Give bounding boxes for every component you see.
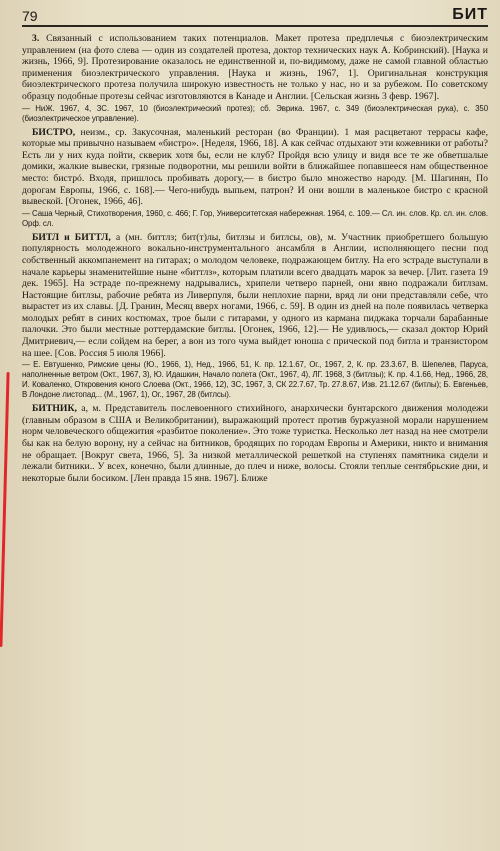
entry-sources: — Е. Евтушенко, Римские цены (Ю., 1966, 1), Нед., 1966, 51, К. пр. 12.1.67, Ог., 1967, 2, К. пр. 23.3.67, В. Шепелев, Паруса, наполненные ветром (Окт., 1967, 3), Ю. Идашкин, Начало полета (Окт., 1967, 4), ЛГ. 1968, 3 (битлзы); К. пр. 4.1.66, Нед., 1966, 28, И. Коваленко, Откровения юного Слоева (Окт., 1966, 12), ЗС, 1967, 3, СК 22.7.67, Тр. 27.8.67, Изв. 21.12.67 (битлы); Б. Евгеньев, В Лондоне листопад... (М., 1967, 1), Ог., 1967, 28 (битлсы). [22, 360, 488, 400]
entry-sources: — Саша Черный, Стихотворения, 1960, с. 466; Г. Гор, Университетская набережная. 1964, с. 109.— Сл. ин. слов. Кр. сл. ин. слов. Орф. сл. [22, 208, 488, 228]
red-marker-stroke [0, 372, 10, 647]
entry-text: БИТЛ и БИТТЛ, а (мн. биттлз; бит(т)лы, битлзы и битлсы, ов), м. Участник приобретшего большую популярность молодежного вокально-инструментального ансамбля в Англии, исполняющего песни под собственный аккомпанемент на гитарах; о молодом человеке, подражающем битлу. На его эстраде выступали в начале карьеры знаменитейшие ныне «биттлз», которым платили всего двадцать марок за вечер. [Лит. газета 19 дек. 1965]. На эстраде по-прежнему надрывались, хрипели четверо парней, они явно подражали битлзам. Настоящие битлзы, рабочие ребята из Ливерпуля, были неплохие парни, вряд ли они представляли себе, что вырастет из их славы. [Д. Гранин, Месяц вверх ногами, 1966, с. 59]. В один из дней на поле появилась четверка молодых ребят в синих костюмах, трое были с гитарами, у одного из кармана пиджака торчали барабанные палочки. Это были местные роттердамские битлы. [Огонек, 1966, 12].— Не удивлюсь,— сказал доктор Юрий Дмитриевич,— если сойдем на берег, а вон из того чума выйдет юноша с прической под битла и транзистором на шее. [Сов. Россия 5 июля 1966]. [22, 231, 488, 359]
entry-text: БИТНИК, а, м. Представитель послевоенного стихийного, анархически бунтарского движения молодежи (главным образом в США и Великобритании), выражающий протест против буржуазной морали нарушением норм человеческого общежития «разбитое поколение». Это тоже туристка. Несколько лет назад на нее смотрели бы как на белую ворону, ну а сейчас на битников, бродящих по городам Европы и Америки, никто и внимания не обращает. [Вокруг света, 1966, 5]. За низкой металлической решеткой на ступенях памятника сидели и лежали битники.. У всех, конечно, были длинные, до плеч и ниже, волосы. Стояли теплые сентябрьские дни, и некоторые были босиком. [Лен правда 15 янв. 1967]. Ближе [22, 403, 489, 484]
entry-bistro [22, 127, 488, 229]
entry-text: БИСТРО, неизм., ср. Закусочная, маленький ресторан (во Франции). 1 мая расцветают террасы кафе, которые мы привычно называем «бистро». [Неделя, 1966, 18]. А как сейчас отдыхают эти кожевники от работы? Есть ли у них куда пойти, скверик хотя бы, если не клуб? Пройдя всю улицу и видя все те же обветшалые домики, жалкие вывески, грязные подворотни, мы решили войти в ближайшее попавшееся нам общественное место: бистрó. Входя, пришлось пробивать дорогу,— в бистро было множество народу. [М. Шагинян, По дорогам Европы, 1966, с. 168].— Чего-нибудь выпьем, патрон? И они вошли в маленькое бистро с красной вывеской. [Огонек, 1966, 46]. [22, 126, 488, 208]
page-number: 79 [22, 8, 38, 24]
entry-sources: — НиЖ. 1967, 4, ЗС. 1967, 10 (биоэлектрический протез); сб. Эврика. 1967, с. 349 (биоэлектрическая рука), с. 350 (биоэлектрическое управление). [22, 103, 488, 123]
entry-bitnik [22, 403, 488, 484]
headword: БИТЛ и БИТТЛ, [32, 231, 111, 243]
entry-text: 3. Связанный с использованием таких потенциалов. Макет протеза предплечья с биоэлектрическим управлением (на фото слева — один из создателей протеза, доктор технических наук А. Кобринский). [Наука и жизнь, 1966, 9]. Протезирование оказалось не единственной и, по-видимому, даже не самой главной областью применения биоэлектрического управления. [Наука и жизнь, 1967, 1]. Оригинальная конструкция биоэлектрического протеза получила широкую известность не только у нас, но и за рубежом. По советскому образцу подобные протезы сейчас изготовляются в Канаде и Англии. [Сельская жизнь 3 февр. 1967]. [22, 33, 488, 102]
entry-bitl [22, 232, 488, 401]
page-header [22, 6, 488, 27]
headword: БИТНИК, [32, 403, 77, 415]
entry-bioelektricheskiy [22, 33, 488, 124]
running-head: БИТ [452, 6, 488, 23]
headword: БИСТРО, [32, 126, 76, 138]
